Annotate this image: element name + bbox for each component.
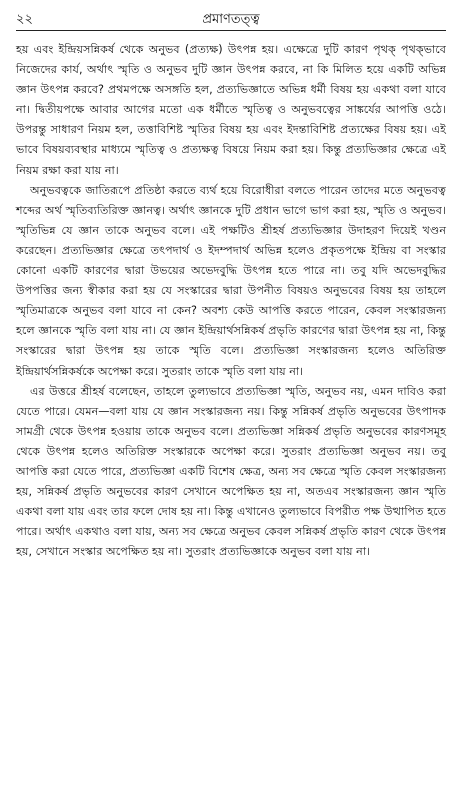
paragraph: অনুভবত্বকে জাতিরূপে প্রতিষ্ঠা করতে ব্যর্থ হয়ে বিরোধীরা বলতে পারেন তাদের মতে অনুভবত্ব শব্দের অর্থ স্মৃতিব্যতিরিক্ত জ্ঞানত্ব। অর্থাৎ জ্ঞানকে দুটি প্রধান ভাগে ভাগ করা হয়, স্মৃতি ও অনুভব। স্মৃতিভিন্ন যে জ্ঞান তাকে অনুভব বলে। এই পক্ষটিও শ্রীহর্ষ প্রত্যভিজ্ঞার উদাহরণ দিয়েই খণ্ডন করেছেন। প্রত্যভিজ্ঞার ক্ষেত্রে তৎপদার্থ ও ইদম্পদার্থ অভিন্ন হলেও প্রকৃতপক্ষে ইন্দ্রিয় বা সংস্কার কোনো একটি কারণের দ্বারা উভয়ের অভেদবুদ্ধি উৎপন্ন হতে পারে না। তবু যদি অভেদবুদ্ধির উপপত্তির জন্য স্বীকার করা হয় যে সংস্কারের দ্বারা উপনীত বিষয়ও অনুভবের বিষয় হয় তাহলে স্মৃতিমাত্রকে অনুভব বলা যাবে না কেন? অবশ্য কেউ আপত্তি করতে পারেন, কেবল সংস্কারজন্য হলে জ্ঞানকে স্মৃতি বলা যায় না। যে জ্ঞান ইন্দ্রিয়ার্থসন্নিকর্ষ প্রভৃতি কারণের দ্বারা উৎপন্ন হয় না, কিন্তু সংস্কারের দ্বারা উৎপন্ন হয় তাকে স্মৃতি বলে। প্রত্যভিজ্ঞা সংস্কারজন্য হলেও অতিরিক্ত ইন্দ্রিয়ার্থসন্নিকর্ষকে অপেক্ষা করে। সুতরাং তাকে স্মৃতি বলা যায় না।: [16, 183, 446, 378]
page-number: ২২: [16, 12, 33, 27]
page-header: [16, 6, 446, 28]
paragraph: এর উত্তরে শ্রীহর্ষ বলেছেন, তাহলে তুল্যভাবে প্রত্যভিজ্ঞা স্মৃতি, অনুভব নয়, এমন দাবিও করা যেতে পারে। যেমন—বলা যায় যে জ্ঞান সংস্কারজন্য নয়। কিন্তু সন্নিকর্ষ প্রভৃতি অনুভবের উৎপাদক সামগ্রী থেকে উৎপন্ন হওয়ায় তাকে অনুভব বলে। প্রত্যভিজ্ঞা সন্নিকর্ষ প্রভৃতি অনুভবের কারণসমূহ থেকে উৎপন্ন হলেও অতিরিক্ত সংস্কারকে অপেক্ষা করে। সুতরাং প্রত্যভিজ্ঞা অনুভব নয়। তবু আপত্তি করা যেতে পারে, প্রত্যভিজ্ঞা একটি বিশেষ ক্ষেত্র, অন্য সব ক্ষেত্রে স্মৃতি কেবল সংস্কারজন্য হয়, সন্নিকর্ষ প্রভৃতি অনুভবের কারণ সেখানে অপেক্ষিত হয় না, অতএব সংস্কারজন্য জ্ঞান স্মৃতি একথা বলা যায় এবং তার ফলে দোষ হয় না। কিন্তু এখানেও তুল্যভাবে বিপরীত পক্ষ উত্থাপিত হতে পারে। অর্থাৎ একথাও বলা যায়, অন্য সব ক্ষেত্রে অনুভব কেবল সন্নিকর্ষ প্রভৃতি কারণ থেকে উৎপন্ন হয়, সেখানে সংস্কার অপেক্ষিত হয় না। সুতরাং প্রত্যভিজ্ঞাকে অনুভব বলা যায় না।: [16, 384, 446, 559]
body-text: [16, 40, 446, 562]
paragraph: হয় এবং ইন্দ্রিয়সন্নিকর্ষ থেকে অনুভব (প্রত্যক্ষ) উৎপন্ন হয়। এক্ষেত্রে দুটি কারণ পৃথক্ পৃথক্ভাবে নিজেদের কার্য, অর্থাৎ স্মৃতি ও অনুভব দুটি জ্ঞান উৎপন্ন করবে, না কি মিলিত হয়ে একটি অভিন্ন জ্ঞান উৎপন্ন করবে? প্রথমপক্ষে অসঙ্গতি হল, প্রত্যভিজ্ঞাতে অভিন্ন ধর্মী বিষয় হয় একথা বলা যাবে না। দ্বিতীয়পক্ষে আবার আগের মতো এক ধর্মীতে স্মৃতিত্ব ও অনুভবত্বের সাঙ্কর্যের আপত্তি ওঠে। উপরন্তু সাধারণ নিয়ম হল, তত্তাবিশিষ্ট স্মৃতির বিষয় হয় এবং ইদন্তাবিশিষ্ট প্রত্যক্ষের বিষয় হয়। এই ভাবে বিষয়ব্যবস্থার মাধ্যমে স্মৃতিত্ব ও প্রত্যক্ষত্ব বিষয়ে নিয়ম করা হয়। কিন্তু প্রত্যভিজ্ঞার ক্ষেত্রে এই নিয়ম রক্ষা করা যায় না।: [16, 43, 446, 177]
header-rule: [16, 30, 446, 31]
running-title: প্রমাণতত্ত্ব: [202, 12, 260, 27]
